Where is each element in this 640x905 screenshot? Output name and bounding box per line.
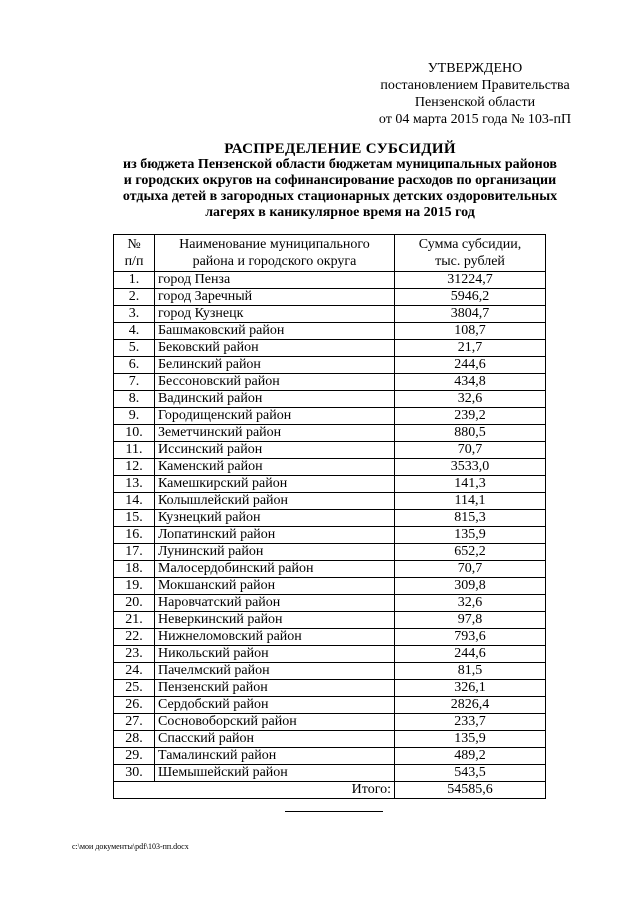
- row-sum: 815,3: [395, 510, 546, 527]
- header-text: тыс. рублей: [435, 254, 505, 269]
- row-name: Кузнецкий район: [155, 510, 395, 527]
- header-text: Наименование муниципального: [179, 237, 370, 252]
- table-row: [114, 595, 546, 612]
- row-number: 20.: [114, 595, 155, 612]
- table-row: [114, 731, 546, 748]
- title-line: и городских округов на софинансирование расходов по организации: [123, 173, 557, 188]
- row-name: Тамалинский район: [155, 748, 395, 765]
- row-number: 21.: [114, 612, 155, 629]
- row-number: 24.: [114, 663, 155, 680]
- table-row: [114, 391, 546, 408]
- table-row: [114, 459, 546, 476]
- column-header-sum: [395, 235, 546, 272]
- table-row: [114, 561, 546, 578]
- row-number: 3.: [114, 306, 155, 323]
- row-number: 25.: [114, 680, 155, 697]
- column-header-name: [155, 235, 395, 272]
- row-number: 6.: [114, 357, 155, 374]
- row-number: 27.: [114, 714, 155, 731]
- row-name: Никольский район: [155, 646, 395, 663]
- row-number: 22.: [114, 629, 155, 646]
- row-number: 19.: [114, 578, 155, 595]
- row-name: Пачелмский район: [155, 663, 395, 680]
- approval-line: постановлением Правительства: [380, 78, 570, 93]
- approval-line: Пензенской области: [414, 95, 536, 110]
- row-sum: 5946,2: [395, 289, 546, 306]
- table-body: [114, 272, 546, 782]
- subsidy-table: [113, 234, 546, 799]
- row-number: 4.: [114, 323, 155, 340]
- table-row: [114, 272, 546, 289]
- approval-date: от 04 марта 2015 года № 103-пП: [378, 112, 572, 127]
- title-line: из бюджета Пензенской области бюджетам муниципальных районов: [123, 157, 557, 172]
- row-sum: 114,1: [395, 493, 546, 510]
- table-row: [114, 442, 546, 459]
- title-line: отдыха детей в загородных стационарных детских оздоровительных: [122, 189, 558, 204]
- row-name: город Кузнецк: [155, 306, 395, 323]
- approval-heading: УТВЕРЖДЕНО: [427, 61, 523, 76]
- row-name: Иссинский район: [155, 442, 395, 459]
- row-number: 7.: [114, 374, 155, 391]
- row-number: 1.: [114, 272, 155, 289]
- table-row: [114, 425, 546, 442]
- row-name: Колышлейский район: [155, 493, 395, 510]
- row-sum: 141,3: [395, 476, 546, 493]
- file-path: c:\мои документы\pdf\103-пп.docx: [72, 842, 189, 851]
- row-sum: 239,2: [395, 408, 546, 425]
- document-title: [60, 141, 620, 221]
- row-name: Нижнеломовский район: [155, 629, 395, 646]
- row-name: Земетчинский район: [155, 425, 395, 442]
- row-number: 16.: [114, 527, 155, 544]
- approval-block: [360, 60, 590, 128]
- row-sum: 793,6: [395, 629, 546, 646]
- row-number: 9.: [114, 408, 155, 425]
- row-number: 15.: [114, 510, 155, 527]
- row-number: 2.: [114, 289, 155, 306]
- table-row: [114, 408, 546, 425]
- end-divider: [285, 811, 383, 812]
- table-row: [114, 306, 546, 323]
- row-sum: 244,6: [395, 357, 546, 374]
- row-sum: 135,9: [395, 731, 546, 748]
- table-row: [114, 340, 546, 357]
- total-label: Итого:: [114, 782, 395, 799]
- header-text: района и городского округа: [192, 254, 357, 269]
- total-row: [114, 782, 546, 799]
- row-name: Камешкирский район: [155, 476, 395, 493]
- row-sum: 31224,7: [395, 272, 546, 289]
- row-number: 29.: [114, 748, 155, 765]
- header-text: п/п: [124, 254, 144, 269]
- table-row: [114, 374, 546, 391]
- title-heading: РАСПРЕДЕЛЕНИЕ СУБСИДИЙ: [224, 141, 456, 157]
- row-sum: 434,8: [395, 374, 546, 391]
- row-name: Городищенский район: [155, 408, 395, 425]
- total-value: 54585,6: [395, 782, 546, 799]
- row-name: Малосердобинский район: [155, 561, 395, 578]
- row-number: 14.: [114, 493, 155, 510]
- table-row: [114, 323, 546, 340]
- row-number: 10.: [114, 425, 155, 442]
- row-number: 8.: [114, 391, 155, 408]
- row-sum: 652,2: [395, 544, 546, 561]
- table-row: [114, 527, 546, 544]
- row-name: Шемышейский район: [155, 765, 395, 782]
- table-row: [114, 748, 546, 765]
- row-sum: 3804,7: [395, 306, 546, 323]
- row-number: 17.: [114, 544, 155, 561]
- row-sum: 32,6: [395, 595, 546, 612]
- row-name: Сердобский район: [155, 697, 395, 714]
- table-row: [114, 476, 546, 493]
- row-sum: 326,1: [395, 680, 546, 697]
- row-name: Белинский район: [155, 357, 395, 374]
- row-sum: 81,5: [395, 663, 546, 680]
- row-sum: 135,9: [395, 527, 546, 544]
- table-row: [114, 578, 546, 595]
- row-name: Наровчатский район: [155, 595, 395, 612]
- row-name: Бековский район: [155, 340, 395, 357]
- table-row: [114, 612, 546, 629]
- row-number: 5.: [114, 340, 155, 357]
- row-number: 23.: [114, 646, 155, 663]
- row-sum: 309,8: [395, 578, 546, 595]
- row-name: Неверкинский район: [155, 612, 395, 629]
- row-sum: 108,7: [395, 323, 546, 340]
- row-name: Спасский район: [155, 731, 395, 748]
- row-number: 30.: [114, 765, 155, 782]
- header-text: №: [127, 237, 141, 252]
- row-name: Каменский район: [155, 459, 395, 476]
- row-number: 28.: [114, 731, 155, 748]
- row-sum: 21,7: [395, 340, 546, 357]
- row-sum: 543,5: [395, 765, 546, 782]
- row-sum: 70,7: [395, 442, 546, 459]
- row-name: город Пенза: [155, 272, 395, 289]
- row-number: 26.: [114, 697, 155, 714]
- table-header-row: [114, 235, 546, 272]
- row-number: 18.: [114, 561, 155, 578]
- row-number: 11.: [114, 442, 155, 459]
- row-sum: 489,2: [395, 748, 546, 765]
- table-row: [114, 493, 546, 510]
- row-sum: 70,7: [395, 561, 546, 578]
- row-name: Мокшанский район: [155, 578, 395, 595]
- table-row: [114, 510, 546, 527]
- row-sum: 32,6: [395, 391, 546, 408]
- row-number: 12.: [114, 459, 155, 476]
- table-row: [114, 544, 546, 561]
- header-text: Сумма субсидии,: [418, 237, 522, 252]
- table-row: [114, 697, 546, 714]
- row-name: Сосновоборский район: [155, 714, 395, 731]
- table-row: [114, 663, 546, 680]
- row-sum: 97,8: [395, 612, 546, 629]
- table-row: [114, 714, 546, 731]
- row-sum: 880,5: [395, 425, 546, 442]
- row-number: 13.: [114, 476, 155, 493]
- row-name: Башмаковский район: [155, 323, 395, 340]
- table-row: [114, 646, 546, 663]
- table-row: [114, 680, 546, 697]
- column-header-number: [114, 235, 155, 272]
- row-name: Лунинский район: [155, 544, 395, 561]
- row-name: Лопатинский район: [155, 527, 395, 544]
- row-sum: 2826,4: [395, 697, 546, 714]
- row-name: город Заречный: [155, 289, 395, 306]
- title-line: лагерях в каникулярное время на 2015 год: [205, 205, 475, 220]
- row-name: Пензенский район: [155, 680, 395, 697]
- row-sum: 3533,0: [395, 459, 546, 476]
- table-row: [114, 765, 546, 782]
- row-name: Бессоновский район: [155, 374, 395, 391]
- table-row: [114, 629, 546, 646]
- table-row: [114, 289, 546, 306]
- row-sum: 233,7: [395, 714, 546, 731]
- row-name: Вадинский район: [155, 391, 395, 408]
- row-sum: 244,6: [395, 646, 546, 663]
- table-row: [114, 357, 546, 374]
